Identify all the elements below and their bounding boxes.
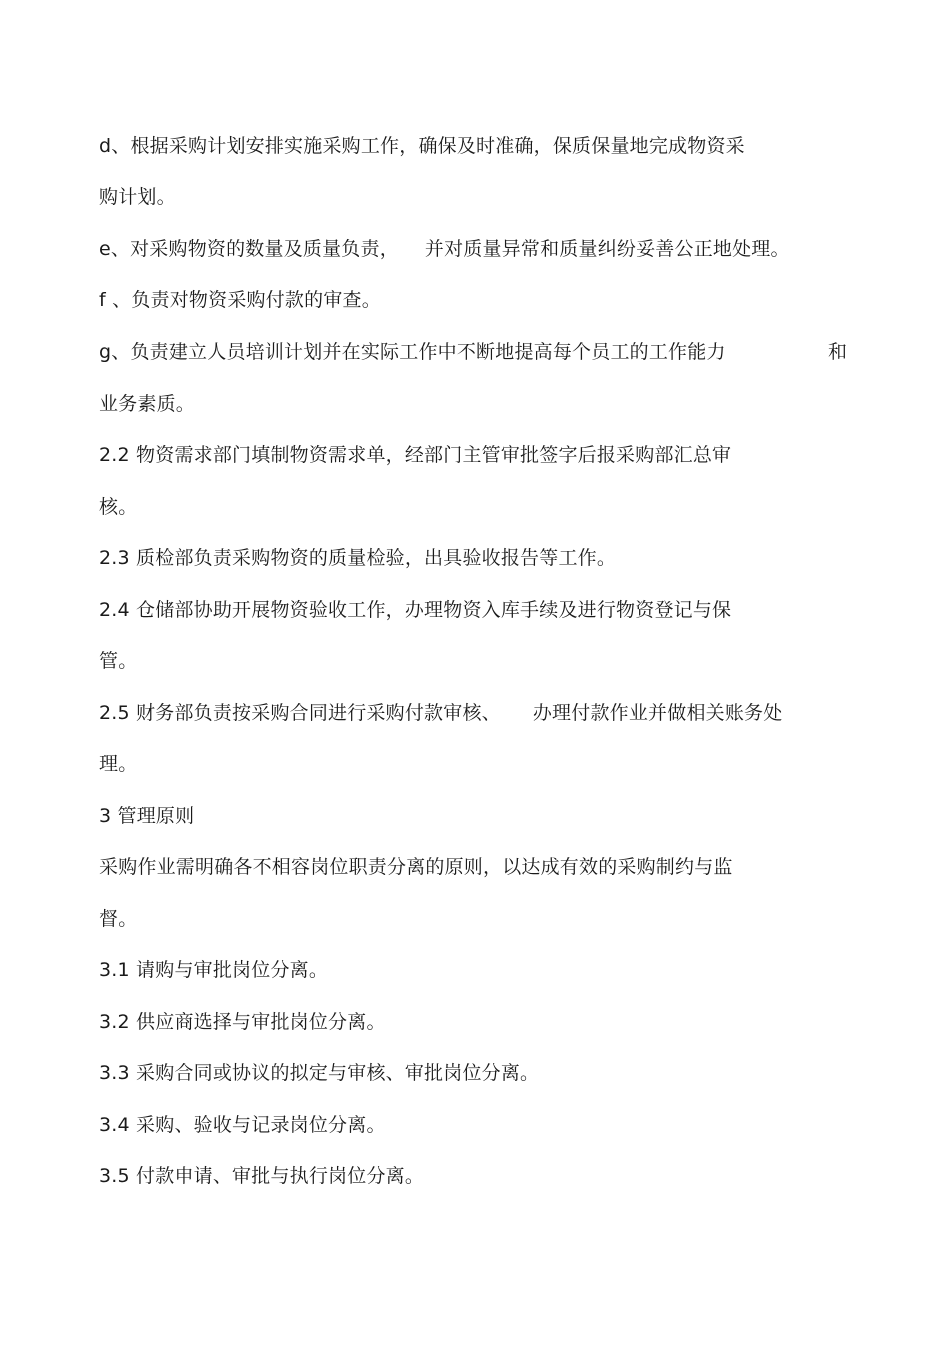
paragraph-g-line-2: 业务素质。: [99, 393, 196, 415]
paragraph-e: [99, 237, 790, 261]
section-3-5: 3.5 付款申请、审批与执行岗位分离。: [99, 1165, 425, 1187]
section-2-4-line-1: 2.4 仓储部协助开展物资验收工作，办理物资入库手续及进行物资登记与保: [99, 599, 732, 621]
section-3-intro-line-2: 督。: [99, 908, 138, 930]
paragraph-e-part-2: 并对质量异常和质量纠纷妥善公正地处理。: [424, 238, 790, 260]
paragraph-f: f 、负责对物资采购付款的审查。: [99, 289, 381, 311]
section-2-5-line-2: 理。: [99, 753, 138, 775]
section-2-5-part-2: 办理付款作业并做相关账务处: [532, 702, 783, 724]
paragraph-d-line-2: 购计划。: [99, 186, 176, 208]
paragraph-g-line-1: g、负责建立人员培训计划并在实际工作中不断地提高每个员工的工作能力: [99, 341, 726, 363]
section-3-4: 3.4 采购、验收与记录岗位分离。: [99, 1114, 386, 1136]
section-2-3: 2.3 质检部负责采购物资的质量检验，出具验收报告等工作。: [99, 547, 617, 569]
section-2-2-line-2: 核。: [99, 496, 138, 518]
section-3-3: 3.3 采购合同或协议的拟定与审核、审批岗位分离。: [99, 1062, 540, 1084]
section-2-4-line-2: 管。: [99, 650, 138, 672]
paragraph-d-line-1: d、根据采购计划安排实施采购工作，确保及时准确，保质保量地完成物资采: [99, 135, 745, 157]
section-2-5-part-1: 2.5 财务部负责按采购合同进行采购付款审核、: [99, 702, 501, 724]
paragraph-e-part-1: e、对采购物资的数量及质量负责，: [99, 238, 399, 260]
paragraph-g-trailing-word: 和: [828, 341, 848, 363]
section-3-intro-line-1: 采购作业需明确各不相容岗位职责分离的原则，以达成有效的采购制约与监: [99, 856, 733, 878]
section-3-1: 3.1 请购与审批岗位分离。: [99, 959, 329, 981]
section-2-5-line-1: [99, 701, 782, 725]
section-2-2-line-1: 2.2 物资需求部门填制物资需求单，经部门主管审批签字后报采购部汇总审: [99, 444, 732, 466]
section-3-2: 3.2 供应商选择与审批岗位分离。: [99, 1011, 386, 1033]
section-3-heading: 3 管理原则: [99, 805, 195, 827]
